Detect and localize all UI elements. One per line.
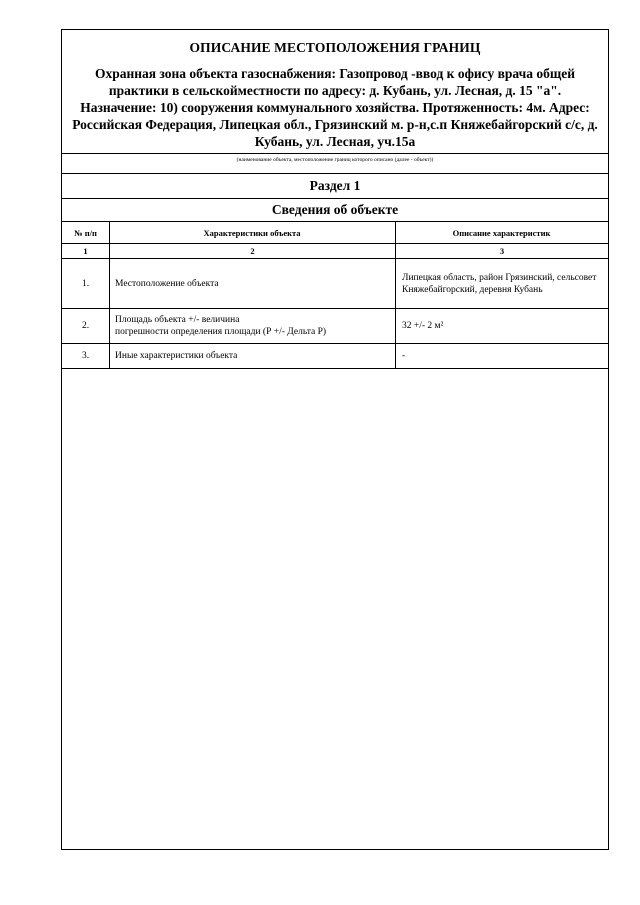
row-characteristic (110, 309, 396, 344)
table-header-row (62, 222, 608, 244)
object-description-note: (наименование объекта, местоположение границ которого описано (далее - объект)) (62, 153, 608, 167)
index-cell: 1 (62, 244, 110, 259)
header-description: Описание характеристик (396, 222, 609, 244)
row-characteristic-line: Площадь объекта +/- величина (115, 315, 240, 325)
row-characteristic-line: погрешности определения площади (Р +/- Дельта Р) (115, 327, 327, 337)
row-num: 1. (62, 259, 110, 309)
index-cell: 3 (396, 244, 609, 259)
header-num: № п/п (62, 222, 110, 244)
row-description: Липецкая область, район Грязинский, сельсовет Княжебайгорский, деревня Кубань (396, 259, 609, 309)
row-num: 2. (62, 309, 110, 344)
index-cell: 2 (110, 244, 396, 259)
subsection-title: Сведения об объекте (271, 202, 399, 217)
section-title: Раздел 1 (62, 173, 608, 199)
document-frame (61, 29, 609, 850)
row-description: 32 +/- 2 м² (396, 309, 609, 344)
object-description: Охранная зона объекта газоснабжения: Газопровод -ввод к офису врача общей практики в сельскойместности по адресу: д. Кубань, ул. Лесная, д. 15 "а". Назначение: 10) сооружения коммунального хозяйства. Протяженность: 4м. Адрес: Российская Федерация, Липецкая обл., Грязинский м. р-н,с.п Княжебайгорский с/с, д. Кубань, ул. Лесная, уч.15а (72, 66, 598, 149)
table-row (62, 309, 608, 344)
row-num: 3. (62, 344, 110, 369)
row-description: - (396, 344, 609, 369)
header-characteristic: Характеристики объекта (110, 222, 396, 244)
table-index-row (62, 244, 608, 259)
document-title: ОПИСАНИЕ МЕСТОПОЛОЖЕНИЯ ГРАНИЦ (189, 40, 481, 55)
table-row (62, 344, 608, 369)
row-characteristic: Иные характеристики объекта (110, 344, 396, 369)
table-row (62, 259, 608, 309)
object-info-table (62, 221, 608, 369)
row-characteristic: Местоположение объекта (110, 259, 396, 309)
